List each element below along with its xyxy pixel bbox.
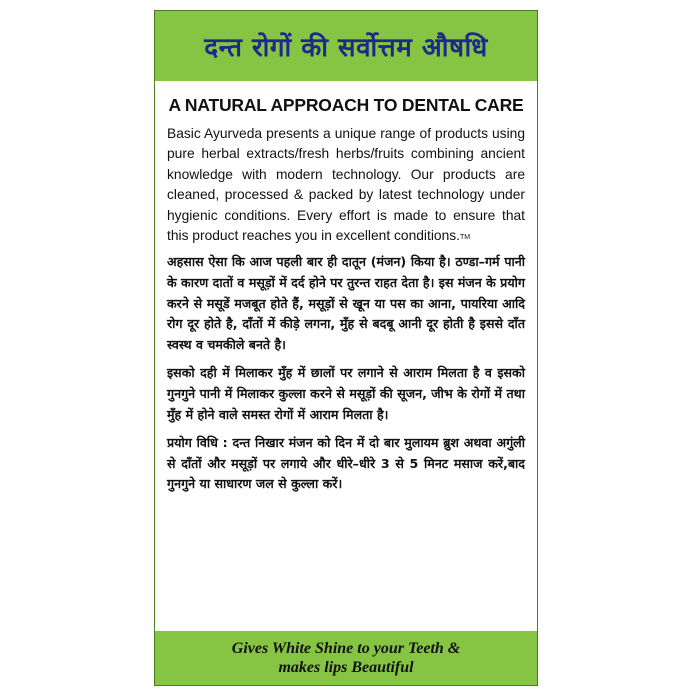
english-paragraph-text: Basic Ayurveda presents a unique range of products using pure herbal extracts/fresh herbs/fruits combining ancient knowledge with modern technology. Our products are cleaned, processed & packed by latest technology under hygienic conditions. Every effort is made to ensure that this product reaches you in excellent conditions. [167, 126, 525, 244]
footer-band [155, 631, 537, 685]
header-band [155, 11, 537, 81]
hindi-title: दन्त रोगों की सर्वोत्तम औषधि [204, 33, 488, 63]
hindi-paragraph-directions: प्रयोग विधि : दन्त निखार मंजन को दिन में दो बार मुलायम ब्रुश अथवा अगुंली से दाँतों और मसूड़ों पर लगाये और धीरे–धीरे 3 से 5 मिनट मसाज करें,बाद गुनगुने या साधारण जल से कुल्ला करें। [167, 435, 525, 492]
hindi-paragraph-usage-remedy: इसको दही में मिलाकर मुँह में छालों पर लगाने से आराम मिलता है व इसको गुनगुने पानी में मिलाकर कुल्ला करने से मसूड़ों की सूजन, जीभ के रोगों में तथा मुँह में होने वाले समस्त रोगों में आराम मिलता है। [167, 365, 525, 422]
label-body [155, 81, 537, 633]
english-paragraph [167, 124, 525, 246]
tagline-line-2: makes lips Beautiful [278, 659, 414, 676]
hindi-paragraph-benefits: अहसास ऐसा कि आज पहली बार ही दातून (मंजन) किया है। ठण्डा–गर्म पानी के कारण दातों व मसूड़ों में दर्द होने पर तुरन्त राहत देता है। इस मंजन के प्रयोग करने से मसूडें मजबूत होते हैं, मसूड़ों से खून या पस का आना, पायरिया आदि रोग दूर होते है, दाँतों में कीड़े लगना, मुँह से बदबू आनी दूर होती है इससे दाँत स्वस्थ व चमकीले बनते है। [167, 254, 525, 352]
trademark-mark: TM [459, 234, 471, 242]
subheading: A NATURAL APPROACH TO DENTAL CARE [168, 95, 524, 115]
tagline-line-1: Gives White Shine to your Teeth & [231, 640, 461, 657]
product-label-card [154, 10, 538, 686]
